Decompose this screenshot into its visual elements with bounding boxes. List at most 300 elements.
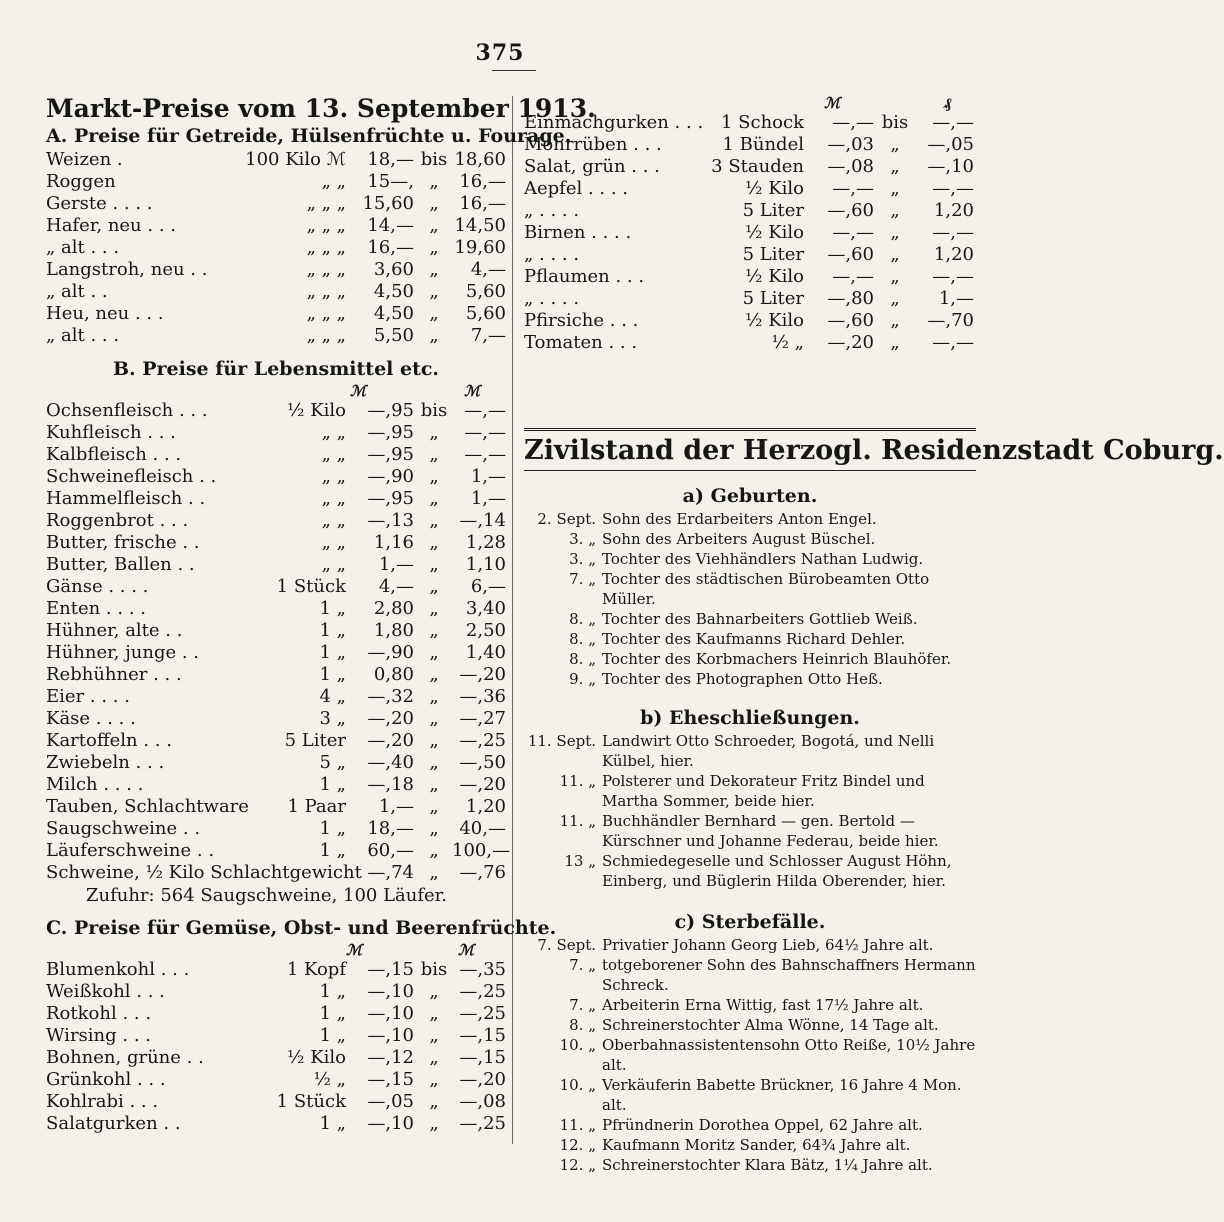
price-high: 5,60 [465, 303, 506, 324]
price-row [46, 664, 506, 686]
entry-date: 3. „ [569, 550, 596, 568]
item-quantity: ½ Kilo [745, 222, 804, 243]
price-high: 16,— [459, 171, 506, 192]
range-word: „ [429, 325, 439, 346]
entry-text: Sohn des Erdarbeiters Anton Engel. [602, 510, 877, 528]
entry-text: Tochter des Bahnarbeiters Gottlieb Weiß. [602, 610, 918, 628]
page-number-rule [492, 70, 536, 71]
item-quantity: 1 Stück [276, 576, 346, 597]
registry-entry [524, 569, 976, 609]
item-label: Mohrrüben . . . [524, 134, 662, 155]
item-quantity: „ „ [321, 422, 346, 443]
price-high: —,76 [459, 862, 506, 883]
price-high: —,25 [459, 730, 506, 751]
price-low: —,95 [367, 400, 414, 421]
births-list [524, 509, 976, 689]
price-high: —,— [464, 422, 506, 443]
range-word: „ [429, 1113, 439, 1134]
item-label: Tauben, Schlachtware [46, 796, 249, 817]
entry-text: Verkäuferin Babette Brückner, 16 Jahre 4 Mon. alt. [602, 1076, 962, 1114]
range-word: „ [429, 818, 439, 839]
range-word: „ [429, 862, 439, 883]
price-high: 40,— [459, 818, 506, 839]
item-quantity: „ „ [321, 554, 346, 575]
range-word: „ [429, 1047, 439, 1068]
price-high: —,— [932, 178, 974, 199]
entry-date: 11. „ [559, 812, 596, 830]
item-label: „ . . . . [524, 288, 580, 309]
item-label: Langstroh, neu . . [46, 259, 208, 280]
price-low: 5,50 [373, 325, 414, 346]
entry-date: 8. „ [569, 630, 596, 648]
price-high: 1,20 [933, 244, 974, 265]
price-low: —,20 [367, 730, 414, 751]
entry-text: Schreinerstochter Alma Wönne, 14 Tage alt. [602, 1016, 939, 1034]
item-quantity: 1 Kopf [286, 959, 346, 980]
price-row [46, 488, 506, 510]
entry-date: 11. „ [559, 1116, 596, 1134]
price-low: —,12 [367, 1047, 414, 1068]
price-row [46, 1047, 506, 1069]
price-low: 0,80 [373, 664, 414, 685]
section-c-unit-header [46, 941, 506, 959]
range-word: bis [881, 112, 909, 133]
price-row [46, 400, 506, 422]
price-high: —,27 [459, 708, 506, 729]
entry-text: Buchhändler Bernhard — gen. Bertold — Kürschner und Johanne Federau, beide hier. [602, 812, 939, 850]
price-high: 14,50 [454, 215, 506, 236]
price-high: 16,— [459, 193, 506, 214]
price-row [46, 281, 506, 303]
item-label: Hafer, neu . . . [46, 215, 176, 236]
range-word: „ [429, 510, 439, 531]
registry-entry [524, 811, 976, 851]
registry-entry [524, 649, 976, 669]
range-word: „ [429, 664, 439, 685]
price-row [46, 576, 506, 598]
range-word: „ [429, 796, 439, 817]
registry-entry [524, 771, 976, 811]
price-row [46, 444, 506, 466]
page-number: 375 [475, 40, 525, 66]
item-quantity: ½ „ [313, 1069, 346, 1090]
price-high: 1,10 [465, 554, 506, 575]
item-quantity: 1 „ [319, 664, 346, 685]
range-word: „ [429, 774, 439, 795]
column-divider [512, 96, 513, 1144]
item-label: „ . . . . [524, 244, 580, 265]
item-label: Gerste . . . . [46, 193, 153, 214]
item-quantity: 5 Liter [742, 244, 804, 265]
price-low: —,95 [367, 444, 414, 465]
price-high: 1,28 [465, 532, 506, 553]
item-label: Saugschweine . . [46, 818, 201, 839]
entry-date: 13 „ [564, 852, 596, 870]
entry-date: 2. Sept. [537, 510, 596, 528]
price-high: —,10 [927, 156, 974, 177]
item-quantity: „ „ [321, 510, 346, 531]
item-label: Enten . . . . [46, 598, 146, 619]
range-word: „ [890, 266, 900, 287]
entry-text: Tochter des städtischen Bürobeamten Otto Müller. [602, 570, 930, 608]
marriages-list [524, 731, 976, 891]
price-high: 2,50 [465, 620, 506, 641]
section-a-heading: A. Preise für Getreide, Hülsenfrüchte u. Fourage. [46, 125, 572, 147]
range-word: „ [429, 598, 439, 619]
item-quantity: 3 „ [319, 708, 346, 729]
item-label: Zwiebeln . . . [46, 752, 165, 773]
price-row [46, 1003, 506, 1025]
entry-date: 10. „ [559, 1036, 596, 1054]
item-quantity: 5 Liter [284, 730, 346, 751]
section-b-table [46, 400, 511, 884]
price-row [46, 774, 506, 796]
price-high: —,70 [927, 310, 974, 331]
range-word: „ [890, 178, 900, 199]
item-quantity: 1 „ [319, 1025, 346, 1046]
range-word: „ [429, 1091, 439, 1112]
range-word: „ [429, 730, 439, 751]
price-row [524, 200, 976, 222]
range-word: „ [429, 1003, 439, 1024]
range-word: „ [429, 620, 439, 641]
price-low: 4,50 [373, 281, 414, 302]
range-word: „ [429, 444, 439, 465]
price-low: 15,60 [362, 193, 414, 214]
item-quantity: 1 Bündel [722, 134, 804, 155]
price-high: —,— [932, 222, 974, 243]
range-word: „ [429, 259, 439, 280]
price-high: —,20 [459, 774, 506, 795]
item-label: Rotkohl . . . [46, 1003, 152, 1024]
right-column [524, 94, 1224, 1175]
deaths-list [524, 935, 976, 1175]
entry-date: 7. Sept. [537, 936, 596, 954]
price-row [46, 466, 506, 488]
price-low: —,03 [827, 134, 874, 155]
price-row [46, 840, 511, 862]
price-high: —,15 [459, 1025, 506, 1046]
price-high: 100,— [452, 840, 511, 861]
price-high: 19,60 [454, 237, 506, 258]
price-row [46, 215, 506, 237]
item-label: Eier . . . . [46, 686, 130, 707]
civil-registry-title: Zivilstand der Herzogl. Residenzstadt Coburg. [524, 428, 976, 471]
unit-mark: ℳ [464, 382, 481, 400]
registry-entry [524, 1015, 976, 1035]
price-high: 1,20 [933, 200, 974, 221]
price-low: —,95 [367, 422, 414, 443]
item-label: Kartoffeln . . . [46, 730, 172, 751]
price-low: —,15 [367, 959, 414, 980]
item-quantity: 1 „ [319, 774, 346, 795]
item-quantity: 1 „ [319, 620, 346, 641]
price-row [46, 171, 506, 193]
range-word: „ [890, 332, 900, 353]
range-word: „ [429, 981, 439, 1002]
price-high: —,25 [459, 1113, 506, 1134]
item-quantity: 1 Paar [287, 796, 346, 817]
item-label: Roggenbrot . . . [46, 510, 189, 531]
price-high: —,15 [459, 1047, 506, 1068]
price-row [46, 620, 506, 642]
price-high: —,14 [459, 510, 506, 531]
range-word: „ [429, 171, 439, 192]
marriages-heading: b) Eheschließungen. [640, 707, 860, 729]
entry-text: Tochter des Photographen Otto Heß. [602, 670, 883, 688]
item-quantity: „ „ „ [306, 259, 346, 280]
price-row [46, 818, 506, 840]
item-quantity: 1 „ [319, 642, 346, 663]
range-word: „ [890, 310, 900, 331]
range-word: „ [429, 193, 439, 214]
unit-mark: ℳ [458, 941, 475, 959]
range-word: bis [420, 959, 448, 980]
item-label: Käse . . . . [46, 708, 136, 729]
item-label: Grünkohl . . . [46, 1069, 166, 1090]
price-high: —,— [932, 332, 974, 353]
price-row [524, 288, 976, 310]
price-row [46, 1113, 506, 1135]
price-high: 18,60 [454, 149, 506, 170]
price-low: 3,60 [373, 259, 414, 280]
item-label: Aepfel . . . . [524, 178, 629, 199]
item-label: Milch . . . . [46, 774, 144, 795]
range-word: „ [429, 303, 439, 324]
item-label: Heu, neu . . . [46, 303, 164, 324]
item-quantity: 1 „ [319, 981, 346, 1002]
range-word: „ [429, 752, 439, 773]
item-label: „ . . . . [524, 200, 580, 221]
entry-date: 11. „ [559, 772, 596, 790]
price-low: —,20 [367, 708, 414, 729]
registry-entry [524, 1155, 976, 1175]
item-label: Tomaten . . . [524, 332, 638, 353]
price-high: 5,60 [465, 281, 506, 302]
item-quantity: ½ Kilo [745, 266, 804, 287]
range-word: „ [890, 156, 900, 177]
registry-entry [524, 549, 976, 569]
unit-mark: ℳ [346, 941, 363, 959]
entry-date: 8. „ [569, 610, 596, 628]
entry-text: Polsterer und Dekorateur Fritz Bindel und Martha Sommer, beide hier. [602, 772, 925, 810]
price-row [46, 796, 506, 818]
item-quantity: 1 „ [319, 1113, 346, 1134]
item-label: Birnen . . . . [524, 222, 632, 243]
entry-text: Tochter des Viehhändlers Nathan Ludwig. [602, 550, 924, 568]
range-word: „ [890, 222, 900, 243]
price-high: —,50 [459, 752, 506, 773]
price-low: 18,— [367, 818, 414, 839]
price-high: —,— [932, 266, 974, 287]
price-high: —,20 [459, 1069, 506, 1090]
price-row [524, 266, 976, 288]
price-row [524, 332, 976, 354]
item-quantity: ½ „ [771, 332, 804, 353]
price-high: —,— [932, 112, 974, 133]
price-row [46, 752, 506, 774]
range-word: „ [429, 708, 439, 729]
price-row [46, 642, 506, 664]
market-prices-title: Markt-Preise vom 13. September 1913. [46, 94, 596, 123]
price-low: —,— [832, 112, 874, 133]
price-high: 1,— [470, 488, 506, 509]
price-low: —,90 [367, 466, 414, 487]
entry-date: 8. „ [569, 650, 596, 668]
item-label: Bohnen, grüne . . [46, 1047, 204, 1068]
price-high: 1,20 [465, 796, 506, 817]
entry-text: Pfründnerin Dorothea Oppel, 62 Jahre alt. [602, 1116, 923, 1134]
price-row [46, 303, 506, 325]
item-label: Roggen [46, 171, 116, 192]
entry-text: Landwirt Otto Schroeder, Bogotá, und Nelli Külbel, hier. [602, 732, 935, 770]
item-quantity: ½ Kilo [287, 1047, 346, 1068]
entry-date: 11. Sept. [527, 732, 596, 750]
supply-note: Zufuhr: 564 Saugschweine, 100 Läufer. [86, 885, 448, 906]
entry-date: 7. „ [569, 570, 596, 588]
births-heading: a) Geburten. [682, 485, 818, 507]
item-label: „ alt . . . [46, 237, 120, 258]
item-label: Läuferschweine . . [46, 840, 215, 861]
unit-mark: ₰ [944, 94, 952, 112]
range-word: „ [429, 281, 439, 302]
price-row [46, 325, 506, 347]
entry-text: Privatier Johann Georg Lieb, 64½ Jahre alt. [602, 936, 934, 954]
price-low: 2,80 [373, 598, 414, 619]
right-unit-header [524, 94, 976, 112]
item-label: Pfirsiche . . . [524, 310, 639, 331]
price-low: —,— [832, 266, 874, 287]
item-quantity: 5 „ [319, 752, 346, 773]
price-high: —,35 [459, 959, 506, 980]
price-high: 4,— [470, 259, 506, 280]
item-quantity: 100 Kilo ℳ [245, 149, 346, 170]
price-low: 4,— [378, 576, 414, 597]
price-low: —,08 [827, 156, 874, 177]
item-quantity: 3 Stauden [711, 156, 804, 177]
item-quantity: 1 „ [319, 598, 346, 619]
item-label: Salat, grün . . . [524, 156, 660, 177]
entry-date: 7. „ [569, 996, 596, 1014]
price-row [46, 259, 506, 281]
price-low: —,60 [827, 200, 874, 221]
deaths-heading: c) Sterbefälle. [674, 911, 826, 933]
item-label: Schweinefleisch . . [46, 466, 217, 487]
price-low: 60,— [367, 840, 414, 861]
range-word: bis [420, 400, 448, 421]
entry-text: Tochter des Kaufmanns Richard Dehler. [602, 630, 906, 648]
price-row [524, 244, 976, 266]
range-word: „ [429, 237, 439, 258]
price-high: 1,— [470, 466, 506, 487]
registry-entry [524, 669, 976, 689]
price-row [46, 708, 506, 730]
price-row [524, 112, 976, 134]
section-b-unit-header [46, 382, 506, 400]
price-high: —,— [464, 444, 506, 465]
registry-entry [524, 1075, 976, 1115]
item-quantity: „ „ „ [306, 281, 346, 302]
item-quantity: „ „ [321, 466, 346, 487]
range-word: „ [890, 134, 900, 155]
item-quantity: „ „ „ [306, 303, 346, 324]
price-high: —,05 [927, 134, 974, 155]
item-quantity: ½ Kilo [745, 310, 804, 331]
price-high: —,25 [459, 981, 506, 1002]
item-label: Kohlrabi . . . [46, 1091, 159, 1112]
section-b-heading: B. Preise für Lebensmittel etc. [112, 358, 440, 380]
entry-text: Tochter des Korbmachers Heinrich Blauhöfer. [602, 650, 952, 668]
price-row [46, 510, 506, 532]
price-low: —,95 [367, 488, 414, 509]
price-high: —,— [464, 400, 506, 421]
price-low: 1,— [378, 554, 414, 575]
registry-entry [524, 731, 976, 771]
price-row [524, 178, 976, 200]
price-low: —,60 [827, 244, 874, 265]
range-word: „ [429, 840, 439, 861]
range-word: „ [429, 1025, 439, 1046]
price-low: 16,— [367, 237, 414, 258]
item-quantity: „ „ „ [306, 325, 346, 346]
range-word: „ [429, 554, 439, 575]
item-quantity: ½ Kilo [745, 178, 804, 199]
price-low: —,18 [367, 774, 414, 795]
registry-entry [524, 1135, 976, 1155]
item-quantity: 1 „ [319, 1003, 346, 1024]
price-row [524, 310, 976, 332]
price-high: —,08 [459, 1091, 506, 1112]
entry-text: Sohn des Arbeiters August Büschel. [602, 530, 876, 548]
price-low: —,— [832, 178, 874, 199]
price-row [46, 1091, 506, 1113]
registry-entry [524, 609, 976, 629]
item-label: Rebhühner . . . [46, 664, 182, 685]
price-low: —,10 [367, 1025, 414, 1046]
price-row [46, 422, 506, 444]
item-quantity: „ „ [321, 532, 346, 553]
price-low: 14,— [367, 215, 414, 236]
registry-entry [524, 629, 976, 649]
item-quantity: 4 „ [319, 686, 346, 707]
item-label: Wirsing . . . [46, 1025, 151, 1046]
item-label: Weißkohl . . . [46, 981, 165, 1002]
registry-entry [524, 955, 976, 995]
item-quantity: ½ Kilo [287, 400, 346, 421]
item-quantity: 1 „ [319, 818, 346, 839]
price-low: 4,50 [373, 303, 414, 324]
section-c-heading: C. Preise für Gemüse, Obst- und Beerenfrüchte. [46, 917, 557, 939]
entry-text: Oberbahnassistentensohn Otto Reiße, 10½ Jahre alt. [602, 1036, 976, 1074]
item-label: Pflaumen . . . [524, 266, 645, 287]
price-high: 3,40 [465, 598, 506, 619]
entry-date: 12. „ [559, 1136, 596, 1154]
entry-text: Schmiedegeselle und Schlosser August Höhn, Einberg, und Büglerin Hilda Oberender, hier. [602, 852, 952, 890]
price-low: 18,— [367, 149, 414, 170]
registry-entry [524, 529, 976, 549]
price-low: —,40 [367, 752, 414, 773]
item-label: Blumenkohl . . . [46, 959, 190, 980]
item-quantity: 1 Schock [720, 112, 804, 133]
item-label: Ochsenfleisch . . . [46, 400, 208, 421]
price-row [46, 1069, 506, 1091]
price-low: —,20 [827, 332, 874, 353]
price-high: —,25 [459, 1003, 506, 1024]
price-row [46, 598, 506, 620]
item-label: Hammelfleisch . . [46, 488, 206, 509]
item-label: Butter, Ballen . . [46, 554, 195, 575]
entry-date: 7. „ [569, 956, 596, 974]
